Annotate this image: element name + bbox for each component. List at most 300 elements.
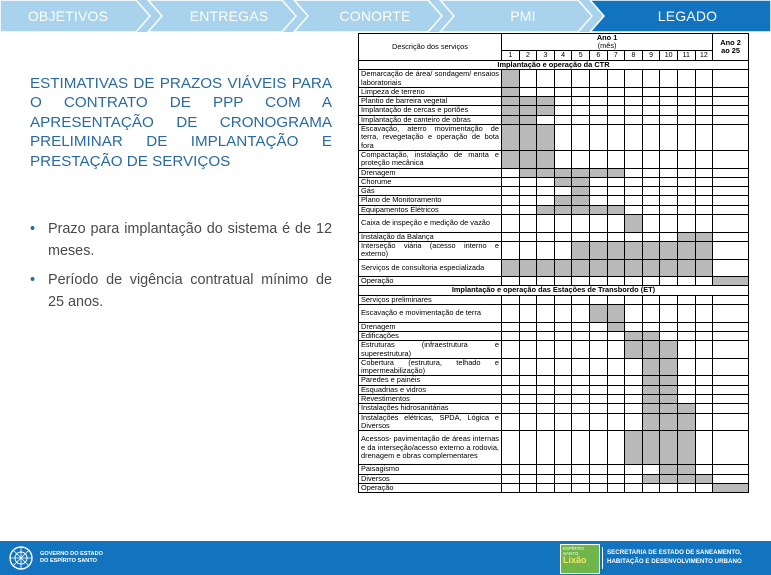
month-cell	[537, 295, 555, 304]
year-2-cell	[713, 322, 749, 331]
month-cell	[607, 341, 625, 359]
month-cell	[642, 385, 660, 394]
month-cell	[642, 322, 660, 331]
month-cell	[554, 305, 572, 323]
month-cell	[589, 205, 607, 214]
month-cell	[625, 385, 643, 394]
month-cell	[554, 413, 572, 431]
month-cell	[660, 115, 678, 124]
month-cell	[625, 259, 643, 277]
year-2-cell	[713, 277, 749, 286]
service-description: Chorume	[359, 177, 502, 186]
month-cell	[677, 168, 695, 177]
month-cell	[642, 70, 660, 88]
year-2-cell	[713, 106, 749, 115]
year-2-cell	[713, 385, 749, 394]
month-cell	[572, 106, 590, 115]
month-cell	[554, 168, 572, 177]
month-cell	[519, 115, 537, 124]
month-cell	[502, 474, 520, 483]
month-cell	[519, 305, 537, 323]
table-row	[359, 196, 749, 205]
month-number: 10	[660, 51, 678, 61]
table-row	[359, 295, 749, 304]
month-cell	[554, 87, 572, 96]
month-cell	[660, 385, 678, 394]
month-cell	[519, 465, 537, 474]
bullet-dot-icon: •	[30, 221, 36, 237]
month-cell	[642, 358, 660, 376]
year-2-cell	[713, 413, 749, 431]
month-cell	[554, 394, 572, 403]
month-cell	[607, 305, 625, 323]
month-number: 11	[677, 51, 695, 61]
month-cell	[554, 277, 572, 286]
month-cell	[642, 187, 660, 196]
month-cell	[607, 483, 625, 492]
month-cell	[519, 376, 537, 385]
month-cell	[695, 106, 713, 115]
month-cell	[537, 465, 555, 474]
month-cell	[502, 413, 520, 431]
service-description: Implantação de canteiro de obras	[359, 115, 502, 124]
month-cell	[607, 205, 625, 214]
month-cell	[642, 277, 660, 286]
month-cell	[607, 97, 625, 106]
month-cell	[589, 305, 607, 323]
month-cell	[642, 215, 660, 233]
table-row	[359, 394, 749, 403]
month-cell	[554, 376, 572, 385]
month-cell	[607, 115, 625, 124]
month-cell	[554, 465, 572, 474]
month-cell	[607, 196, 625, 205]
month-cell	[642, 341, 660, 359]
table-row	[359, 431, 749, 465]
tab-pmi[interactable]: PMI	[510, 8, 536, 24]
month-cell	[502, 241, 520, 259]
month-cell	[589, 322, 607, 331]
month-cell	[502, 150, 520, 168]
month-cell	[572, 196, 590, 205]
month-cell	[554, 115, 572, 124]
tab-objetivos[interactable]: OBJETIVOS	[27, 8, 109, 24]
month-cell	[502, 232, 520, 241]
service-description: Caixa de inspeção e medição de vazão	[359, 215, 502, 233]
month-cell	[695, 87, 713, 96]
month-cell	[677, 87, 695, 96]
month-cell	[607, 150, 625, 168]
month-cell	[625, 277, 643, 286]
month-cell	[572, 431, 590, 465]
month-cell	[677, 241, 695, 259]
month-cell	[607, 431, 625, 465]
service-description: Escavação e movimentação de terra	[359, 305, 502, 323]
month-cell	[554, 187, 572, 196]
month-cell	[502, 358, 520, 376]
month-cell	[519, 205, 537, 214]
year-2-cell	[713, 431, 749, 465]
month-cell	[607, 70, 625, 88]
year-2-cell	[713, 125, 749, 151]
year-2-cell	[713, 331, 749, 340]
month-cell	[695, 394, 713, 403]
month-cell	[642, 150, 660, 168]
table-row	[359, 413, 749, 431]
month-cell	[519, 394, 537, 403]
month-cell	[519, 196, 537, 205]
table-row	[359, 483, 749, 492]
month-cell	[572, 97, 590, 106]
month-cell	[660, 277, 678, 286]
table-row	[359, 474, 749, 483]
month-cell	[537, 305, 555, 323]
footer-divider	[602, 547, 603, 569]
month-cell	[660, 168, 678, 177]
month-cell	[537, 277, 555, 286]
month-cell	[607, 168, 625, 177]
month-cell	[642, 125, 660, 151]
month-cell	[625, 394, 643, 403]
month-cell	[502, 70, 520, 88]
month-cell	[642, 376, 660, 385]
year-2-cell	[713, 177, 749, 186]
month-cell	[695, 150, 713, 168]
state-crest-icon	[8, 545, 34, 571]
month-cell	[519, 215, 537, 233]
month-cell	[695, 232, 713, 241]
month-cell	[537, 196, 555, 205]
year-2-cell	[713, 358, 749, 376]
month-cell	[589, 385, 607, 394]
month-cell	[589, 196, 607, 205]
month-cell	[677, 376, 695, 385]
month-cell	[554, 196, 572, 205]
service-description: Gás	[359, 187, 502, 196]
month-cell	[695, 474, 713, 483]
month-cell	[677, 177, 695, 186]
month-cell	[695, 215, 713, 233]
month-cell	[607, 404, 625, 413]
month-cell	[537, 241, 555, 259]
month-cell	[572, 150, 590, 168]
month-cell	[502, 97, 520, 106]
service-description: Esquadrias e vidros	[359, 385, 502, 394]
month-number: 3	[537, 51, 555, 61]
month-cell	[537, 404, 555, 413]
service-description: Implantação de cercas e portões	[359, 106, 502, 115]
year-1-unit: (mês)	[597, 41, 617, 51]
month-cell	[502, 404, 520, 413]
month-cell	[502, 394, 520, 403]
service-description: Plantio de barreira vegetal	[359, 97, 502, 106]
month-cell	[607, 215, 625, 233]
month-cell	[589, 115, 607, 124]
bullet-dot-icon: •	[30, 272, 36, 288]
month-cell	[660, 187, 678, 196]
table-row	[359, 115, 749, 124]
month-cell	[554, 177, 572, 186]
service-description: Instalações elétricas, SPDA, Lógica e Diversos	[359, 413, 502, 431]
table-row	[359, 87, 749, 96]
month-cell	[537, 150, 555, 168]
month-cell	[502, 168, 520, 177]
month-cell	[695, 277, 713, 286]
service-description: Equipamentos Elétricos	[359, 205, 502, 214]
month-cell	[607, 358, 625, 376]
table-row	[359, 150, 749, 168]
month-cell	[625, 341, 643, 359]
month-cell	[660, 87, 678, 96]
tab-conorte[interactable]: CONORTE	[339, 8, 411, 24]
service-description: Operação	[359, 483, 502, 492]
month-cell	[625, 241, 643, 259]
secretaria-line-1: SECRETARIA DE ESTADO DE SANEAMENTO,	[607, 549, 742, 556]
month-cell	[642, 431, 660, 465]
month-cell	[572, 465, 590, 474]
month-cell	[502, 322, 520, 331]
service-description: Revestimentos	[359, 394, 502, 403]
month-cell	[519, 277, 537, 286]
month-cell	[695, 358, 713, 376]
month-cell	[537, 331, 555, 340]
service-description: Compactação, instalação de manta e proteção mecânica	[359, 150, 502, 168]
month-cell	[502, 205, 520, 214]
month-cell	[537, 205, 555, 214]
year-2-cell	[713, 394, 749, 403]
month-cell	[642, 106, 660, 115]
month-cell	[625, 474, 643, 483]
month-cell	[625, 431, 643, 465]
year-2-cell	[713, 232, 749, 241]
service-description: Cobertura (estrutura, telhado e impermeabilização)	[359, 358, 502, 376]
month-cell	[519, 106, 537, 115]
service-description: Interseção viária (acesso interno e externo)	[359, 241, 502, 259]
month-cell	[589, 259, 607, 277]
month-cell	[695, 483, 713, 492]
table-row	[359, 215, 749, 233]
month-cell	[502, 196, 520, 205]
month-cell	[607, 125, 625, 151]
table-row	[359, 241, 749, 259]
month-cell	[554, 232, 572, 241]
month-cell	[537, 106, 555, 115]
service-description: Edificações	[359, 331, 502, 340]
month-cell	[660, 341, 678, 359]
month-cell	[660, 322, 678, 331]
month-cell	[537, 125, 555, 151]
month-cell	[625, 465, 643, 474]
month-cell	[625, 70, 643, 88]
month-cell	[589, 232, 607, 241]
month-cell	[642, 87, 660, 96]
month-number: 1	[502, 51, 520, 61]
month-cell	[642, 465, 660, 474]
month-cell	[572, 295, 590, 304]
month-cell	[642, 97, 660, 106]
month-cell	[625, 232, 643, 241]
year-2-cell	[713, 259, 749, 277]
month-cell	[572, 483, 590, 492]
month-cell	[625, 87, 643, 96]
month-cell	[519, 70, 537, 88]
bullet-text: Período de vigência contratual mínimo de 25 anos.	[48, 272, 332, 310]
month-cell	[537, 413, 555, 431]
month-cell	[607, 87, 625, 96]
month-cell	[502, 277, 520, 286]
month-cell	[695, 196, 713, 205]
service-description: Instalações hidrosanitárias	[359, 404, 502, 413]
month-cell	[660, 465, 678, 474]
bullet-text: Prazo para implantação do sistema é de 12 meses.	[48, 221, 332, 259]
month-cell	[660, 241, 678, 259]
month-cell	[677, 404, 695, 413]
service-description: Limpeza de terreno	[359, 87, 502, 96]
month-cell	[695, 404, 713, 413]
month-cell	[677, 125, 695, 151]
month-cell	[677, 305, 695, 323]
month-cell	[660, 215, 678, 233]
service-description: Serviços de consultoria especializada	[359, 259, 502, 277]
bullet-list	[30, 218, 332, 320]
month-cell	[677, 341, 695, 359]
month-cell	[554, 97, 572, 106]
month-cell	[607, 385, 625, 394]
month-cell	[502, 385, 520, 394]
table-header-row	[359, 34, 749, 51]
year-2-cell	[713, 341, 749, 359]
government-line-2: DO ESPÍRITO SANTO	[40, 558, 97, 564]
month-cell	[519, 232, 537, 241]
tab-legado[interactable]: LEGADO	[657, 8, 718, 24]
month-cell	[677, 196, 695, 205]
month-number: 6	[589, 51, 607, 61]
month-cell	[625, 331, 643, 340]
month-cell	[519, 331, 537, 340]
month-cell	[660, 474, 678, 483]
table-row	[359, 97, 749, 106]
table-row	[359, 322, 749, 331]
month-cell	[660, 177, 678, 186]
month-cell	[519, 177, 537, 186]
month-cell	[642, 305, 660, 323]
month-cell	[660, 331, 678, 340]
year-2-cell	[713, 465, 749, 474]
month-cell	[625, 215, 643, 233]
month-cell	[572, 305, 590, 323]
month-cell	[554, 331, 572, 340]
month-cell	[695, 376, 713, 385]
year-2-cell	[713, 404, 749, 413]
table-row	[359, 125, 749, 151]
month-cell	[519, 295, 537, 304]
month-cell	[589, 331, 607, 340]
year-2-cell	[713, 305, 749, 323]
program-badge-top: ESPÍRITO SANTO	[563, 546, 584, 556]
month-cell	[625, 106, 643, 115]
month-cell	[642, 177, 660, 186]
month-cell	[537, 70, 555, 88]
month-cell	[625, 483, 643, 492]
month-cell	[660, 483, 678, 492]
month-cell	[625, 115, 643, 124]
month-cell	[554, 125, 572, 151]
month-cell	[625, 376, 643, 385]
month-cell	[519, 97, 537, 106]
month-cell	[607, 322, 625, 331]
month-cell	[607, 106, 625, 115]
month-cell	[537, 483, 555, 492]
month-cell	[554, 215, 572, 233]
month-cell	[502, 305, 520, 323]
month-cell	[677, 70, 695, 88]
month-cell	[677, 277, 695, 286]
month-cell	[625, 305, 643, 323]
month-number: 7	[607, 51, 625, 61]
tab-entregas[interactable]: ENTREGAS	[189, 8, 269, 24]
month-cell	[642, 483, 660, 492]
month-cell	[537, 215, 555, 233]
month-cell	[589, 187, 607, 196]
month-cell	[660, 150, 678, 168]
month-cell	[660, 295, 678, 304]
month-cell	[554, 150, 572, 168]
month-cell	[695, 97, 713, 106]
month-cell	[589, 431, 607, 465]
month-cell	[607, 413, 625, 431]
year-2-cell	[713, 115, 749, 124]
month-cell	[642, 259, 660, 277]
month-cell	[607, 241, 625, 259]
month-cell	[589, 358, 607, 376]
month-cell	[589, 394, 607, 403]
table-row	[359, 187, 749, 196]
month-cell	[502, 295, 520, 304]
month-cell	[695, 115, 713, 124]
month-cell	[502, 177, 520, 186]
table-row	[359, 259, 749, 277]
month-cell	[537, 341, 555, 359]
service-description: Plano de Monitoramento	[359, 196, 502, 205]
year-2-cell	[713, 215, 749, 233]
month-cell	[554, 483, 572, 492]
month-cell	[537, 259, 555, 277]
month-cell	[572, 177, 590, 186]
month-cell	[537, 97, 555, 106]
bullet-item	[30, 218, 332, 262]
month-cell	[695, 70, 713, 88]
month-cell	[695, 305, 713, 323]
month-cell	[660, 259, 678, 277]
month-cell	[502, 331, 520, 340]
month-cell	[625, 413, 643, 431]
month-cell	[519, 413, 537, 431]
month-cell	[695, 465, 713, 474]
month-cell	[625, 150, 643, 168]
year-2-cell	[713, 295, 749, 304]
year-2-label: Ano 2	[720, 38, 741, 47]
month-cell	[642, 331, 660, 340]
month-cell	[607, 331, 625, 340]
table-row	[359, 305, 749, 323]
table-row	[359, 358, 749, 376]
month-cell	[572, 376, 590, 385]
program-badge-main: Lixão	[563, 555, 587, 565]
month-cell	[554, 474, 572, 483]
month-cell	[660, 305, 678, 323]
month-cell	[642, 295, 660, 304]
month-cell	[537, 232, 555, 241]
